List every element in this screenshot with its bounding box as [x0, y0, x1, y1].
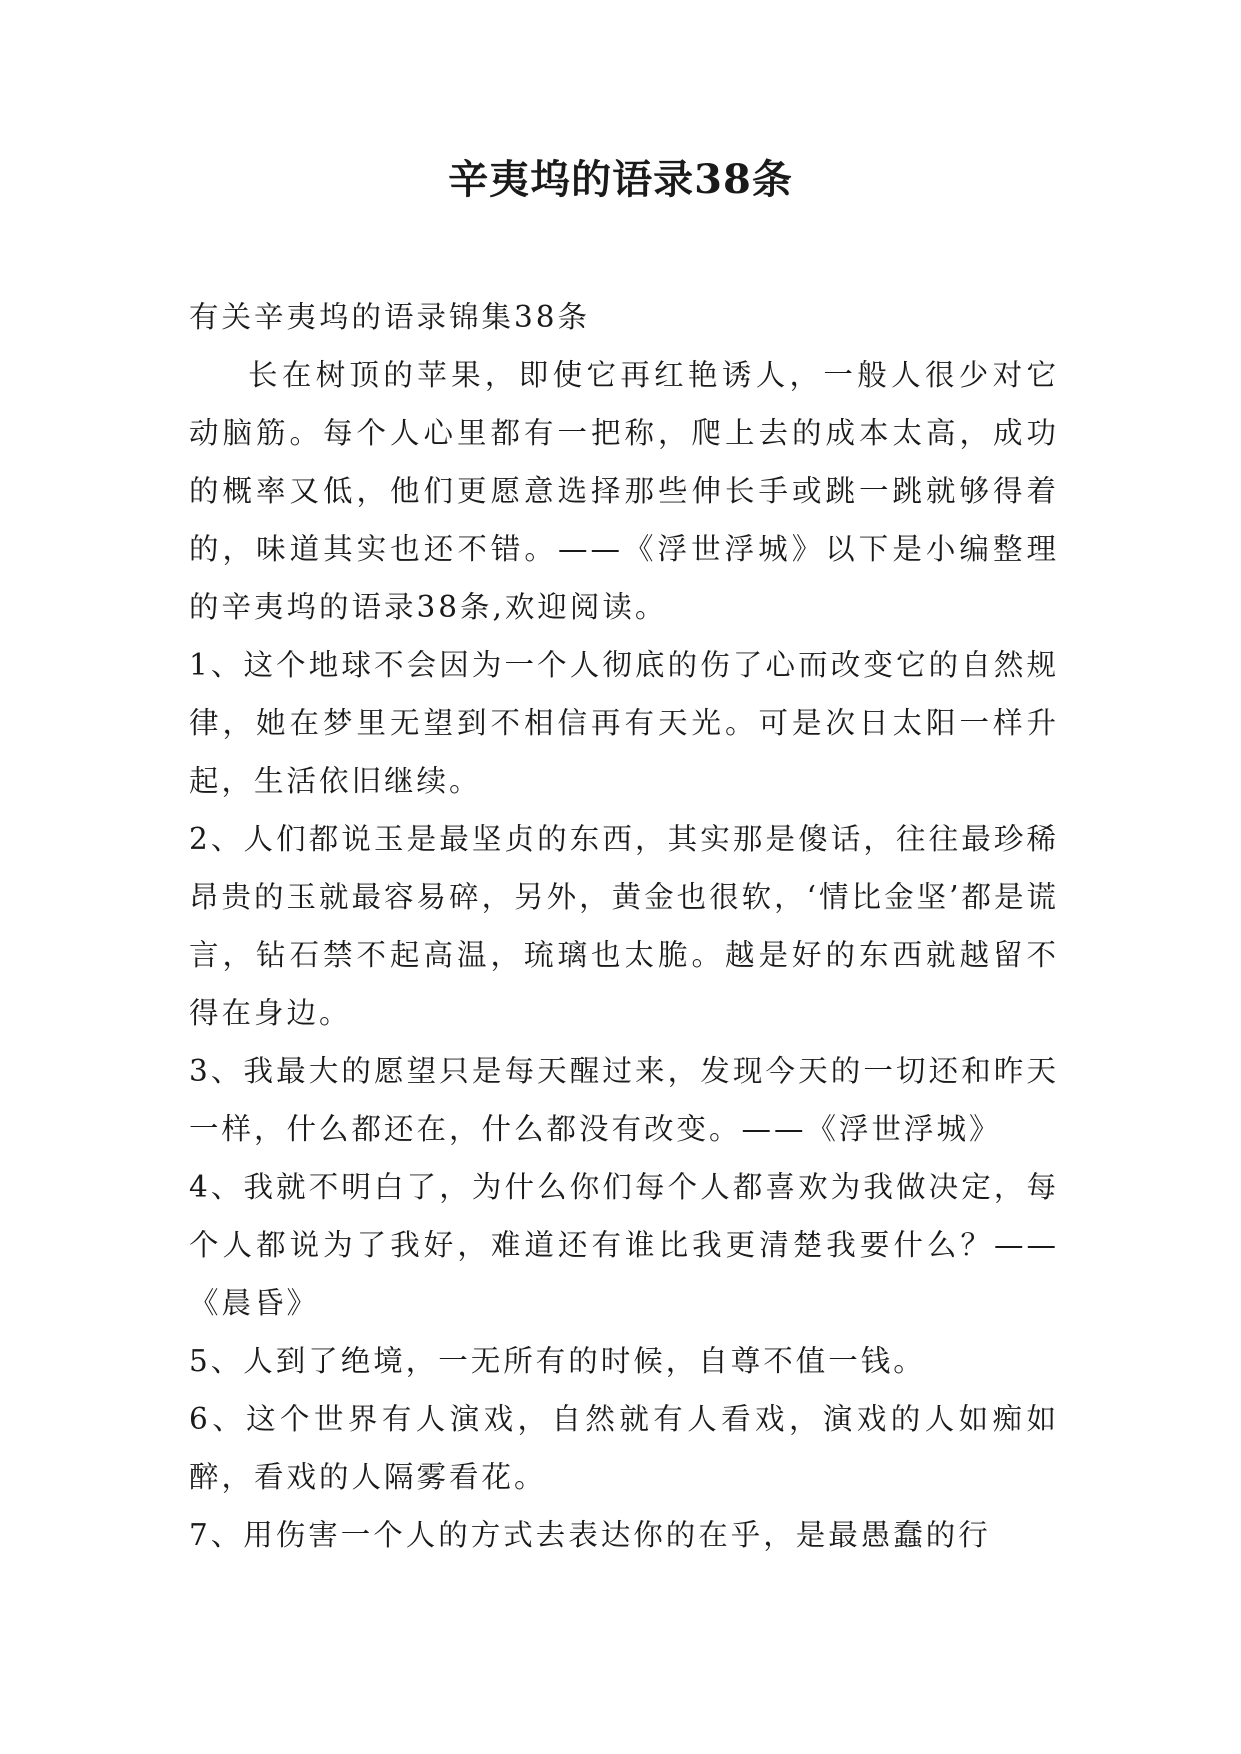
- quote-item: 4、我就不明白了，为什么你们每个人都喜欢为我做决定，每个人都说为了我好，难道还有谁比我更清楚我要什么？——《晨昏》: [189, 1170, 1059, 1320]
- page-title: 辛夷坞的语录38条: [448, 156, 793, 203]
- document-body: [189, 288, 1059, 1564]
- intro-paragraph: 长在树顶的苹果，即使它再红艳诱人，一般人很少对它动脑筋。每个人心里都有一把称，爬上去的成本太高，成功的概率又低，他们更愿意选择那些伸长手或跳一跳就够得着的，味道其实也还不错。——《浮世浮城》以下是小编整理的辛夷坞的语录38条,欢迎阅读。: [189, 358, 1059, 624]
- quote-item: 6、这个世界有人演戏，自然就有人看戏，演戏的人如痴如醉，看戏的人隔雾看花。: [189, 1402, 1059, 1494]
- quote-item: 7、用伤害一个人的方式去表达你的在乎，是最愚蠢的行: [189, 1518, 991, 1552]
- quote-item: 2、人们都说玉是最坚贞的东西，其实那是傻话，往往最珍稀昂贵的玉就最容易碎，另外，黄金也很软，‘情比金坚’都是谎言，钻石禁不起高温，琉璃也太脆。越是好的东西就越留不得在身边。: [189, 822, 1059, 1030]
- quote-item: 1、这个地球不会因为一个人彻底的伤了心而改变它的自然规律，她在梦里无望到不相信再有天光。可是次日太阳一样升起，生活依旧继续。: [189, 648, 1059, 798]
- quote-item: 5、人到了绝境，一无所有的时候，自尊不值一钱。: [189, 1344, 926, 1378]
- quote-item: 3、我最大的愿望只是每天醒过来，发现今天的一切还和昨天一样，什么都还在，什么都没有改变。——《浮世浮城》: [189, 1054, 1059, 1146]
- subtitle-line: 有关辛夷坞的语录锦集38条: [189, 300, 591, 334]
